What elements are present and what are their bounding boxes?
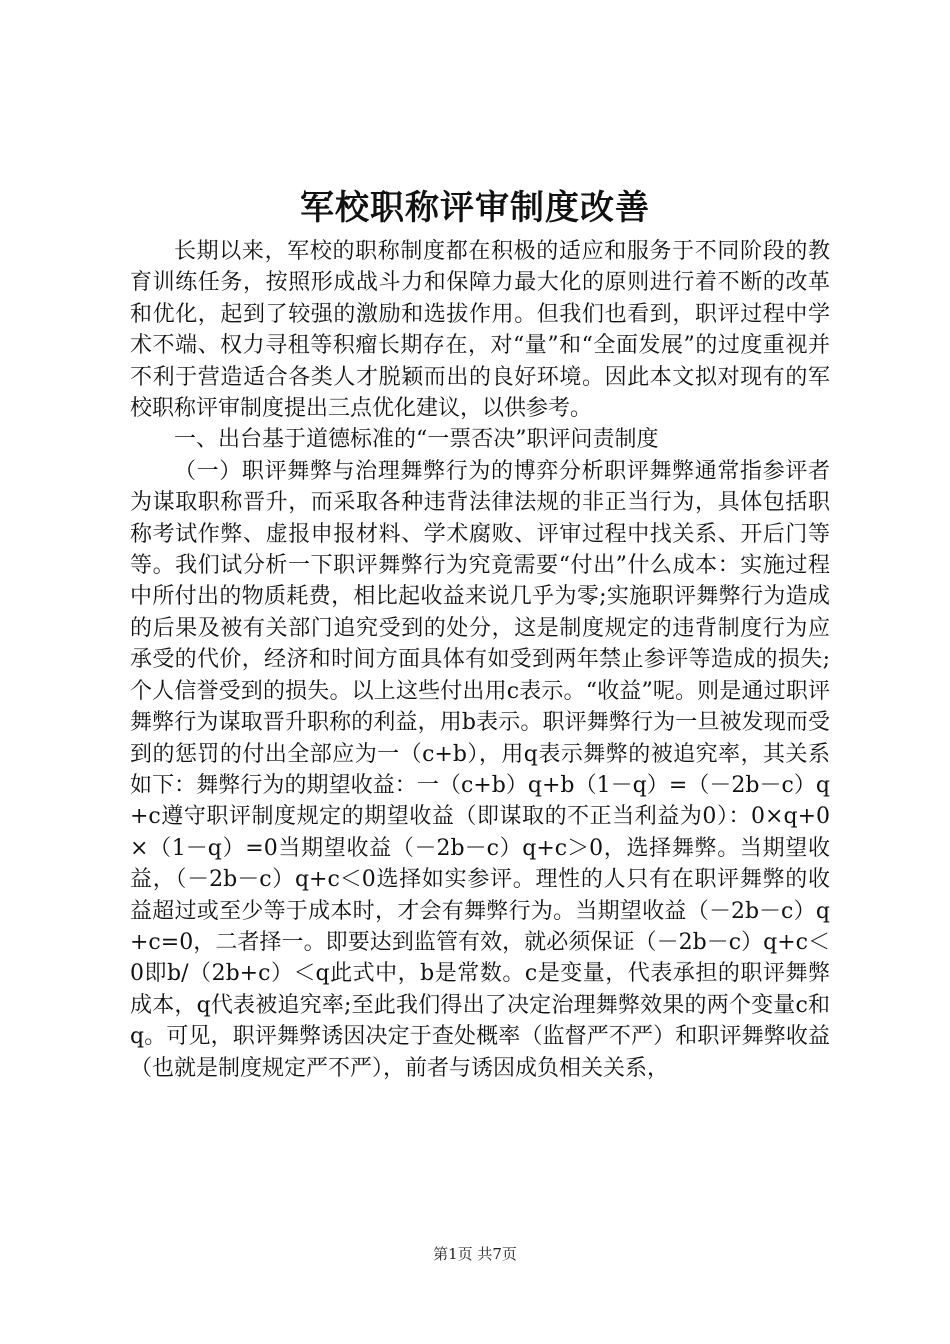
section-heading: 一、出台基于道德标准的“一票否决”职评问责制度 bbox=[174, 427, 659, 453]
document-title: 军校职称评审制度改善 bbox=[300, 188, 650, 228]
analysis-paragraph: （一）职评舞弊与治理舞弊行为的博弈分析职评舞弊通常指参评者为谋取职称晋升，而采取各种违背法律法规的非正当行为，具体包括职称考试作弊、虚报申报材料、学术腐败、评审过程中找关系、开后门等等。我们试分析一下职评舞弊行为究竟需要“付出”什么成本：实施过程中所付出的物质耗费，相比起收益来说几乎为零;实施职评舞弊行为造成的后果及被有关部门追究受到的处分，这是制度规定的违背制度行为应承受的代价，经济和时间方面具体有如受到两年禁止参评等造成的损失;个人信誉受到的损失。以上这些付出用c表示。“收益”呢。则是通过职评舞弊行为谋取晋升职称的利益，用b表示。职评舞弊行为一旦被发现而受到的惩罚的付出全部应为一（c+b），用q表示舞弊的被追究率，其关系如下：舞弊行为的期望收益：一（c+b）q+b（1－q）=（－2b－c）q+c遵守职评制度规定的期望收益（即谋取的不正当利益为0）：0×q+0×（1－q）=0当期望收益（－2b－c）q+c＞0，选择舞弊。当期望收益，（－2b－c）q+c＜0选择如实参评。理性的人只有在职评舞弊的收益超过或至少等于成本时，才会有舞弊行为。当期望收益（－2b－c）q+c=0，二者择一。即要达到监管有效，就必须保证（－2b－c）q+c＜0即b/（2b+c）＜q此式中，b是常数。c是变量，代表承担的职评舞弊成本，q代表被追究率;至此我们得出了决定治理舞弊效果的两个变量c和q。可见，职评舞弊诱因决定于查处概率（监督严不严）和职评舞弊收益（也就是制度规定严不严），前者与诱因成负相关关系， bbox=[130, 458, 830, 1081]
intro-paragraph: 长期以来，军校的职称制度都在积极的适应和服务于不同阶段的教育训练任务，按照形成战斗力和保障力最大化的原则进行着不断的改革和优化，起到了较强的激励和选拔作用。但我们也看到，职评过程中学术不端、权力寻租等积瘤长期存在，对“量”和“全面发展”的过度重视并不利于营造适合各类人才脱颖而出的良好环境。因此本文拟对现有的军校职称评审制度提出三点优化建议，以供参考。 bbox=[130, 239, 830, 422]
document-body bbox=[130, 236, 830, 1084]
page-footer: 第1页 共7页 bbox=[433, 1245, 517, 1263]
